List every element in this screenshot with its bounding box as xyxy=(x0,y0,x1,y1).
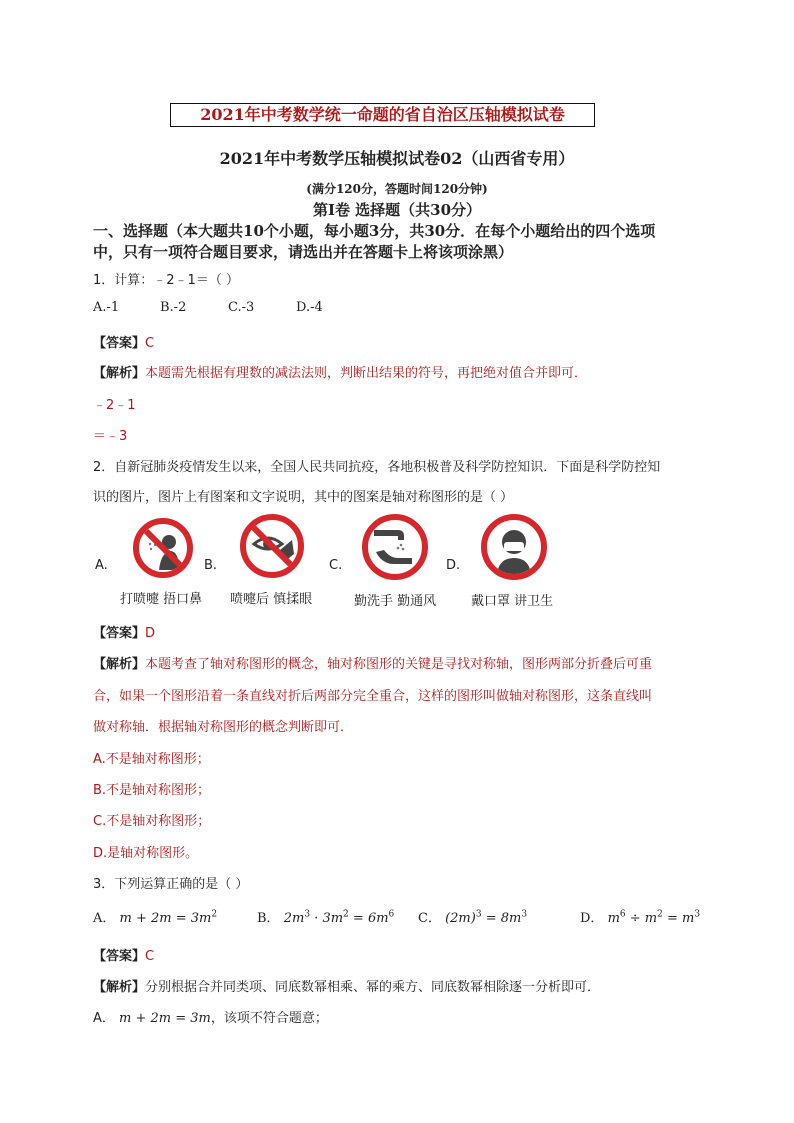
part-title: 第I卷 选择题（共30分） xyxy=(312,201,482,219)
wash-hands-icon xyxy=(362,514,428,580)
analysis-label: 【解析】 xyxy=(93,657,146,672)
q2-answer xyxy=(93,622,155,641)
q2-point-d: D.是轴对称图形。 xyxy=(93,846,199,861)
q2-option-a-label: A. xyxy=(95,558,108,573)
q2-option-d-label: D. xyxy=(446,558,461,573)
line-formula: m + 2m = 3m xyxy=(119,1011,211,1026)
paper-subtitle: (满分120分，答题时间120分钟) xyxy=(306,182,488,196)
section-heading-line2: 中，只有一项符合题目要求，请选出并在答题卡上将该项涂黑） xyxy=(93,243,514,261)
option-label: C． xyxy=(418,911,441,926)
q1-option-a: A.-1 xyxy=(93,300,120,315)
q3-answer xyxy=(93,945,154,964)
q1-analysis xyxy=(93,362,587,381)
analysis-label: 【解析】 xyxy=(93,366,146,381)
q1-work-line1: ﹣2﹣1 xyxy=(93,398,136,413)
no-rub-eyes-icon xyxy=(240,514,304,578)
q3-option-d xyxy=(580,907,700,926)
answer-label: 【答案】 xyxy=(93,949,146,964)
q2-stem-line1: 2．自新冠肺炎疫情发生以来，全国人民共同抗疫，各地积极普及科学防控知识．下面是科学防控知 xyxy=(93,460,661,475)
option-formula: $(2m)^3 = 8m^3$ xyxy=(445,909,528,926)
answer-value: C xyxy=(145,336,155,351)
q2-point-b: B.不是轴对称图形； xyxy=(93,783,211,798)
option-formula: $m + 2m = 3m^2$ xyxy=(119,909,218,926)
q1-answer xyxy=(93,332,154,351)
q3-analysis xyxy=(93,976,600,995)
answer-value: D xyxy=(145,626,156,641)
q3-option-a xyxy=(93,907,217,926)
q3-stem: 3．下列运算正确的是（ ） xyxy=(93,877,249,892)
q3-line-a xyxy=(93,1007,328,1026)
option-label: B． xyxy=(257,911,280,926)
line-label: A． xyxy=(93,1011,115,1026)
no-sneeze-icon xyxy=(133,518,193,578)
answer-value: C xyxy=(145,949,155,964)
q1-stem: 1．计算：﹣2﹣1＝（ ） xyxy=(93,273,239,288)
line-note: ，该项不符合题意； xyxy=(210,1011,328,1026)
q2-analysis-line2: 合，如果一个图形沿着一条直线对折后两部分完全重合，这样的图形叫做轴对称图形，这条直线叫 xyxy=(93,689,653,704)
q2-stem-line2: 识的图片，图片上有图案和文字说明，其中的图案是轴对称图形的是（ ） xyxy=(93,490,514,505)
analysis-text: 本题考查了轴对称图形的概念，轴对称图形的关键是寻找对称轴，图形两部分折叠后可重 xyxy=(145,657,653,672)
q2-point-a: A.不是轴对称图形； xyxy=(93,752,210,767)
q3-option-c xyxy=(418,907,527,926)
option-label: D． xyxy=(580,911,604,926)
q2-caption-a: 打喷嚏 捂口鼻 xyxy=(120,592,203,607)
analysis-label: 【解析】 xyxy=(93,980,146,995)
q2-option-c-label: C. xyxy=(329,558,343,573)
q1-work-line2: ＝﹣3 xyxy=(93,429,128,444)
paper-title: 2021年中考数学压轴模拟试卷02（山西省专用） xyxy=(219,149,575,168)
wear-mask-icon xyxy=(481,514,547,580)
section-heading-line1: 一、选择题（本大题共10个小题，每小题3分，共30分．在每个小题给出的四个选项 xyxy=(93,222,656,240)
q1-option-b: B.-2 xyxy=(160,300,187,315)
q3-option-b xyxy=(257,907,394,926)
answer-label: 【答案】 xyxy=(93,336,146,351)
header-banner: 2021年中考数学统一命题的省自治区压轴模拟试卷 xyxy=(170,103,595,127)
analysis-text: 分别根据合并同类项、同底数幂相乘、幂的乘方、同底数幂相除逐一分析即可． xyxy=(145,980,601,995)
answer-label: 【答案】 xyxy=(93,626,146,641)
q2-caption-c: 勤洗手 勤通风 xyxy=(354,594,437,609)
option-formula: $2m^3 \cdot 3m^2 = 6m^6$ xyxy=(283,909,395,926)
q1-option-c: C.-3 xyxy=(228,300,255,315)
option-label: A． xyxy=(93,911,116,926)
q2-analysis-line1 xyxy=(93,653,652,672)
option-formula: $m^6 \div m^2 = m^3$ xyxy=(607,909,701,926)
q2-caption-b: 喷嚏后 慎揉眼 xyxy=(230,592,313,607)
q2-option-b-label: B. xyxy=(204,558,218,573)
q2-point-c: C.不是轴对称图形； xyxy=(93,814,211,829)
q1-option-d: D.-4 xyxy=(296,300,323,315)
analysis-text: 本题需先根据有理数的减法法则，判断出结果的符号，再把绝对值合并即可． xyxy=(145,366,588,381)
q2-caption-d: 戴口罩 讲卫生 xyxy=(471,594,554,609)
q2-analysis-line3: 做对称轴．根据轴对称图形的概念判断即可． xyxy=(93,720,354,735)
